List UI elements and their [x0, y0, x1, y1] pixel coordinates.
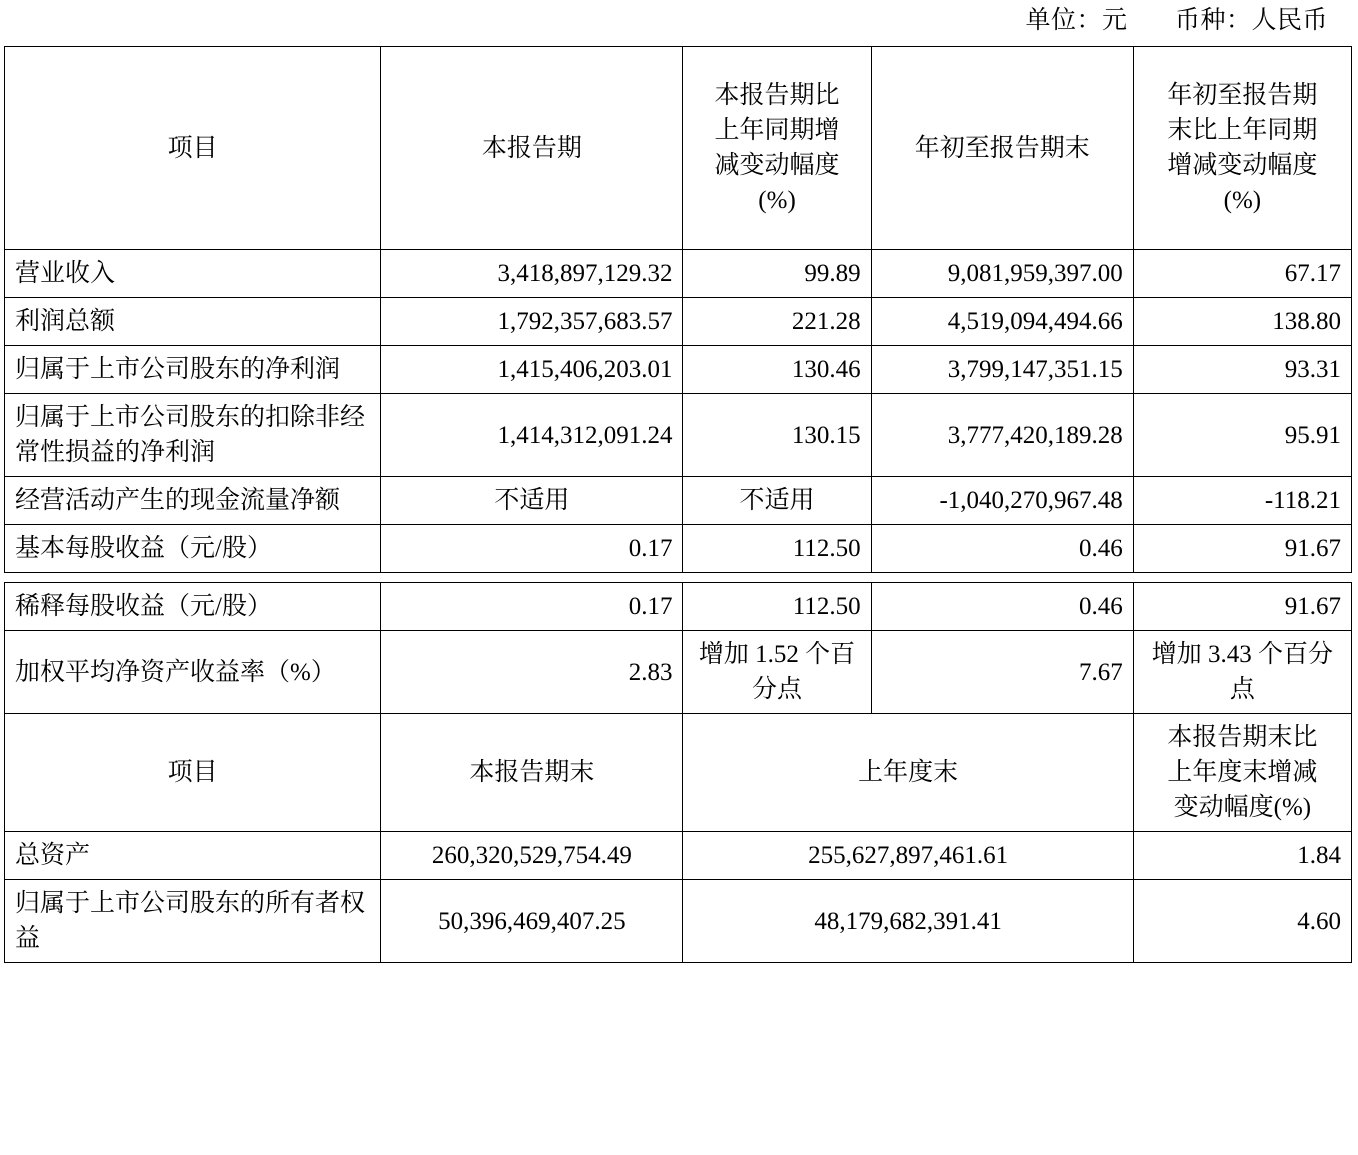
header-ytd-change-line-3: 增减变动幅度: [1167, 152, 1318, 179]
row-balance-change: 1.84: [1133, 832, 1351, 880]
row-current-period: 不适用: [381, 477, 683, 525]
row-current-period: 0.17: [381, 583, 683, 631]
table-row: [5, 832, 1352, 880]
header-ytd-change-line-1: 年初至报告期: [1167, 82, 1318, 109]
row-ytd-change: -118.21: [1133, 477, 1351, 525]
table-row: [5, 298, 1352, 346]
row-current-change: 130.46: [683, 346, 871, 394]
header-current-change-line-1: 本报告期比: [714, 82, 840, 109]
header-last-year-end: 上年度末: [683, 714, 1133, 832]
row-ytd: 9,081,959,397.00: [871, 250, 1133, 298]
row-last-year-end: 255,627,897,461.61: [683, 832, 1133, 880]
row-current-change: 112.50: [683, 525, 871, 573]
row-label: 归属于上市公司股东的净利润: [5, 346, 381, 394]
row-current-change: 99.89: [683, 250, 871, 298]
header-ytd-change: [1133, 47, 1351, 250]
header-item-2: 项目: [5, 714, 381, 832]
header-item: 项目: [5, 47, 381, 250]
row-ytd-change: 138.80: [1133, 298, 1351, 346]
row-label: 利润总额: [5, 298, 381, 346]
table-row: [5, 525, 1352, 573]
row-current-change: 112.50: [683, 583, 871, 631]
row-balance-change: 4.60: [1133, 880, 1351, 963]
row-current-period: 1,415,406,203.01: [381, 346, 683, 394]
row-ytd: 3,777,420,189.28: [871, 394, 1133, 477]
table-row: [5, 477, 1352, 525]
balance-table-header-row: [5, 714, 1352, 832]
row-ytd: 4,519,094,494.66: [871, 298, 1133, 346]
header-current-change-line-3: 减变动幅度: [714, 152, 840, 179]
row-current-period: 3,418,897,129.32: [381, 250, 683, 298]
row-label: 总资产: [5, 832, 381, 880]
table-row: [5, 250, 1352, 298]
table-row: [5, 631, 1352, 714]
main-financial-table-continued: [4, 582, 1352, 963]
row-current-period: 1,792,357,683.57: [381, 298, 683, 346]
table-header-row: [5, 47, 1352, 250]
unit-currency-note: [0, 0, 1358, 46]
row-current-change: 不适用: [683, 477, 871, 525]
row-label: 经营活动产生的现金流量净额: [5, 477, 381, 525]
row-last-year-end: 48,179,682,391.41: [683, 880, 1133, 963]
row-label: 稀释每股收益（元/股）: [5, 583, 381, 631]
row-current-period: 0.17: [381, 525, 683, 573]
row-label: 归属于上市公司股东的扣除非经常性损益的净利润: [5, 394, 381, 477]
row-ytd-change: 93.31: [1133, 346, 1351, 394]
unit-note: 单位：元: [1025, 7, 1128, 34]
table-row: [5, 346, 1352, 394]
header-balance-change: [1133, 714, 1351, 832]
row-ytd-change: 95.91: [1133, 394, 1351, 477]
row-ytd-change: 增加 3.43 个百分点: [1133, 631, 1351, 714]
header-ytd-change-line-2: 末比上年同期: [1167, 117, 1318, 144]
header-period-end: 本报告期末: [381, 714, 683, 832]
header-current-change: [683, 47, 871, 250]
row-period-end: 260,320,529,754.49: [381, 832, 683, 880]
row-label: 归属于上市公司股东的所有者权益: [5, 880, 381, 963]
row-ytd: 3,799,147,351.15: [871, 346, 1133, 394]
currency-note: 币种：人民币: [1174, 7, 1328, 34]
row-ytd-change: 91.67: [1133, 583, 1351, 631]
row-current-change: 130.15: [683, 394, 871, 477]
row-current-period: 1,414,312,091.24: [381, 394, 683, 477]
header-current-period: 本报告期: [381, 47, 683, 250]
row-ytd: 0.46: [871, 583, 1133, 631]
row-current-period: 2.83: [381, 631, 683, 714]
row-ytd-change: 67.17: [1133, 250, 1351, 298]
row-current-change: 增加 1.52 个百分点: [683, 631, 871, 714]
header-balance-change-line-1: 本报告期末比: [1167, 724, 1318, 751]
row-ytd-change: 91.67: [1133, 525, 1351, 573]
header-current-change-line-2: 上年同期增: [714, 117, 840, 144]
row-label: 加权平均净资产收益率（%）: [5, 631, 381, 714]
row-current-change: 221.28: [683, 298, 871, 346]
row-ytd: 0.46: [871, 525, 1133, 573]
header-balance-change-line-3: 变动幅度(%): [1173, 794, 1312, 821]
header-current-change-line-4: (%): [758, 187, 796, 214]
row-ytd: -1,040,270,967.48: [871, 477, 1133, 525]
header-ytd: 年初至报告期末: [871, 47, 1133, 250]
row-label: 基本每股收益（元/股）: [5, 525, 381, 573]
row-period-end: 50,396,469,407.25: [381, 880, 683, 963]
table-row: [5, 880, 1352, 963]
main-financial-table: [4, 46, 1352, 573]
row-ytd: 7.67: [871, 631, 1133, 714]
table-row: [5, 583, 1352, 631]
row-label: 营业收入: [5, 250, 381, 298]
header-balance-change-line-2: 上年度末增减: [1167, 759, 1318, 786]
header-ytd-change-line-4: (%): [1223, 187, 1262, 214]
table-row: [5, 394, 1352, 477]
